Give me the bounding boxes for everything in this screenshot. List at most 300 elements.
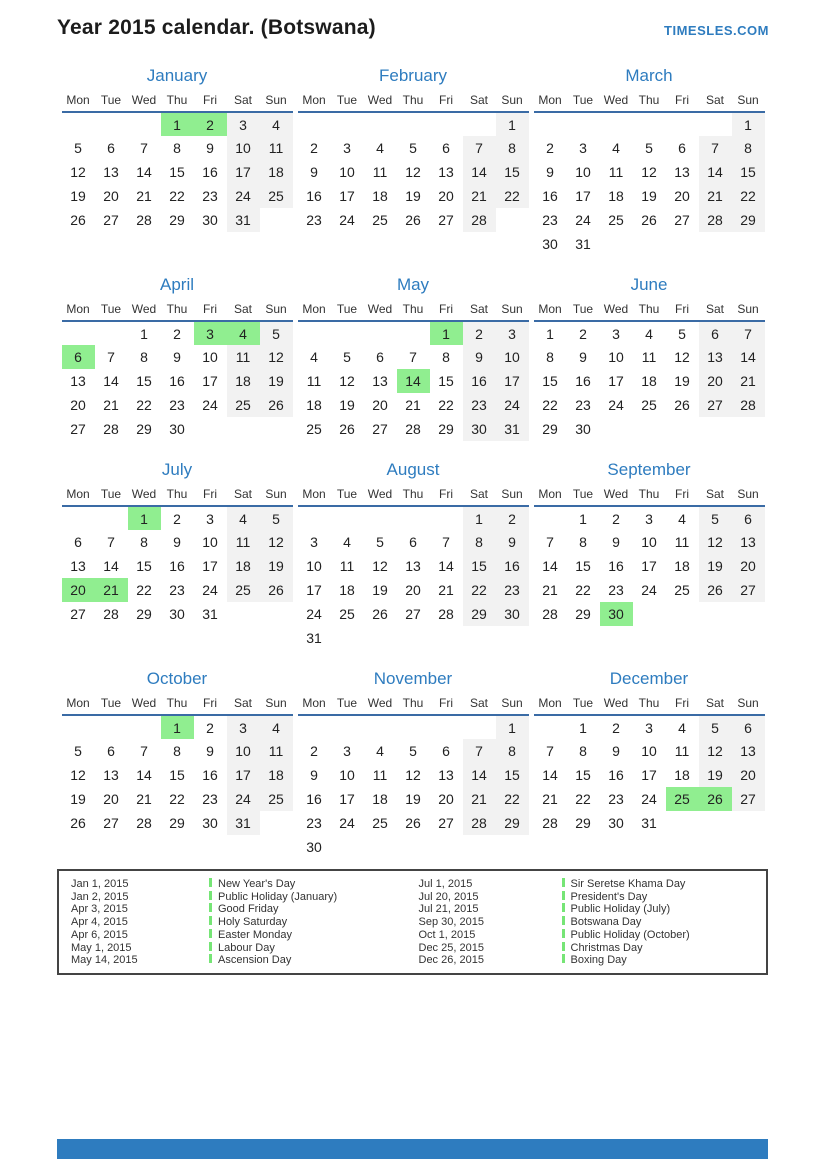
week-row xyxy=(534,811,765,835)
legend-holiday-name: Christmas Day xyxy=(570,941,643,954)
week-row xyxy=(534,184,765,208)
day-cell: 8 xyxy=(496,136,529,160)
day-cell: 26 xyxy=(260,393,293,417)
day-cell: 6 xyxy=(107,743,115,759)
day-cell: 6 xyxy=(699,321,732,345)
day-cell: 2 xyxy=(496,506,529,530)
day-cell xyxy=(364,506,397,530)
weekday-header: Mon xyxy=(298,90,331,112)
weekday-header: Fri xyxy=(194,90,227,112)
day-cell: 11 xyxy=(641,349,657,365)
month-july xyxy=(59,460,295,626)
month-title: September xyxy=(607,460,691,479)
months-grid xyxy=(59,66,767,859)
day-cell: 13 xyxy=(438,164,454,180)
day-cell: 3 xyxy=(194,321,227,345)
weekday-header: Fri xyxy=(194,299,227,321)
day-cell: 19 xyxy=(405,791,421,807)
day-cell: 7 xyxy=(699,136,732,160)
month-september xyxy=(531,460,767,626)
weekday-row xyxy=(534,693,765,715)
week-row xyxy=(534,208,765,232)
day-cell: 9 xyxy=(463,345,496,369)
day-cell: 6 xyxy=(442,140,450,156)
day-cell: 8 xyxy=(173,743,181,759)
day-cell xyxy=(732,602,765,626)
day-cell: 31 xyxy=(202,606,218,622)
week-row xyxy=(534,417,765,441)
day-cell: 3 xyxy=(645,719,653,736)
weekday-header: Sun xyxy=(260,693,293,715)
day-cell: 22 xyxy=(169,791,185,807)
day-cell: 21 xyxy=(405,397,421,413)
day-cell: 22 xyxy=(463,578,496,602)
day-cell: 19 xyxy=(70,188,86,204)
day-cell: 7 xyxy=(732,321,765,345)
weekday-header: Wed xyxy=(364,299,397,321)
day-cell: 6 xyxy=(442,743,450,759)
weekday-header: Thu xyxy=(397,299,430,321)
day-cell: 20 xyxy=(674,188,690,204)
day-cell xyxy=(260,602,293,626)
weekday-header: Sun xyxy=(732,484,765,506)
day-cell: 17 xyxy=(339,791,355,807)
day-cell: 20 xyxy=(699,369,732,393)
legend-holiday xyxy=(209,929,419,942)
day-cell xyxy=(430,112,463,136)
day-cell: 15 xyxy=(136,373,152,389)
week-row xyxy=(298,393,529,417)
day-cell xyxy=(364,626,397,650)
day-cell: 15 xyxy=(575,558,591,574)
day-cell: 13 xyxy=(732,739,765,763)
weekday-header: Wed xyxy=(128,693,161,715)
week-row xyxy=(534,321,765,345)
day-cell xyxy=(331,626,364,650)
holiday-marker-icon xyxy=(209,954,212,963)
weekday-header: Sat xyxy=(227,90,260,112)
day-cell: 24 xyxy=(306,606,322,622)
month-table xyxy=(534,484,765,626)
day-cell: 1 xyxy=(430,321,463,345)
day-cell: 30 xyxy=(542,236,558,252)
day-cell: 31 xyxy=(496,417,529,441)
week-row xyxy=(298,369,529,393)
day-cell: 19 xyxy=(339,397,355,413)
day-cell: 9 xyxy=(579,349,587,365)
week-row xyxy=(62,739,293,763)
day-cell: 1 xyxy=(140,325,148,342)
day-cell xyxy=(364,835,397,859)
weekday-header: Mon xyxy=(534,90,567,112)
day-cell: 8 xyxy=(140,349,148,365)
weekday-header: Thu xyxy=(633,299,666,321)
day-cell: 13 xyxy=(699,345,732,369)
day-cell xyxy=(534,506,567,530)
day-cell xyxy=(699,811,732,835)
day-cell: 30 xyxy=(496,602,529,626)
weekday-header: Thu xyxy=(161,90,194,112)
day-cell xyxy=(95,506,128,530)
weekday-header: Tue xyxy=(95,484,128,506)
day-cell: 5 xyxy=(74,140,82,156)
day-cell: 16 xyxy=(496,554,529,578)
weekday-header: Thu xyxy=(397,484,430,506)
month-title: March xyxy=(625,66,673,85)
day-cell xyxy=(633,602,666,626)
day-cell: 18 xyxy=(306,397,322,413)
day-cell: 24 xyxy=(608,397,624,413)
weekday-header: Sat xyxy=(227,693,260,715)
day-cell: 29 xyxy=(438,421,454,437)
legend-holiday xyxy=(209,903,419,916)
day-cell: 27 xyxy=(674,212,690,228)
day-cell: 22 xyxy=(169,188,185,204)
day-cell: 23 xyxy=(463,393,496,417)
day-cell: 19 xyxy=(699,763,732,787)
day-cell: 18 xyxy=(339,582,355,598)
day-cell xyxy=(666,112,699,136)
day-cell: 10 xyxy=(339,164,355,180)
day-cell xyxy=(397,506,430,530)
day-cell xyxy=(397,835,430,859)
week-row xyxy=(62,530,293,554)
holiday-marker-icon xyxy=(209,903,212,912)
day-cell: 15 xyxy=(169,164,185,180)
day-cell: 22 xyxy=(438,397,454,413)
day-cell: 26 xyxy=(405,815,421,831)
day-cell: 17 xyxy=(575,188,591,204)
day-cell: 3 xyxy=(645,510,653,527)
day-cell: 3 xyxy=(496,321,529,345)
day-cell: 18 xyxy=(674,558,690,574)
holiday-legend xyxy=(57,869,768,975)
day-cell: 15 xyxy=(542,373,558,389)
day-cell: 4 xyxy=(678,719,686,736)
day-cell: 2 xyxy=(310,743,318,759)
week-row xyxy=(298,160,529,184)
day-cell: 19 xyxy=(372,582,388,598)
week-row xyxy=(534,345,765,369)
day-cell: 15 xyxy=(496,160,529,184)
day-cell: 28 xyxy=(136,212,152,228)
day-cell: 2 xyxy=(310,140,318,156)
day-cell xyxy=(463,835,496,859)
legend-date: May 14, 2015 xyxy=(71,954,138,967)
day-cell: 12 xyxy=(260,530,293,554)
day-cell: 24 xyxy=(641,582,657,598)
day-cell: 16 xyxy=(202,164,218,180)
day-cell xyxy=(397,626,430,650)
day-cell: 14 xyxy=(699,160,732,184)
weekday-row xyxy=(298,299,529,321)
day-cell: 20 xyxy=(405,582,421,598)
weekday-header: Thu xyxy=(397,693,430,715)
day-cell: 14 xyxy=(732,345,765,369)
day-cell: 15 xyxy=(732,160,765,184)
day-cell: 25 xyxy=(227,578,260,602)
day-cell: 1 xyxy=(546,325,554,342)
week-row xyxy=(62,345,293,369)
day-cell xyxy=(633,112,666,136)
legend-holiday xyxy=(562,891,767,904)
day-cell xyxy=(331,321,364,345)
day-cell: 12 xyxy=(641,164,657,180)
week-row xyxy=(62,369,293,393)
day-cell: 9 xyxy=(173,349,181,365)
day-cell: 22 xyxy=(575,582,591,598)
day-cell xyxy=(62,715,95,739)
day-cell: 20 xyxy=(732,554,765,578)
month-table xyxy=(534,693,765,835)
day-cell: 24 xyxy=(227,787,260,811)
week-row xyxy=(62,160,293,184)
weekday-header: Sun xyxy=(496,90,529,112)
day-cell: 23 xyxy=(306,212,322,228)
day-cell: 16 xyxy=(608,767,624,783)
day-cell: 27 xyxy=(103,815,119,831)
day-cell: 11 xyxy=(260,136,293,160)
day-cell: 8 xyxy=(579,743,587,759)
weekday-header: Tue xyxy=(331,484,364,506)
day-cell: 15 xyxy=(438,373,454,389)
month-table xyxy=(62,90,293,232)
weekday-header: Sun xyxy=(260,90,293,112)
day-cell: 29 xyxy=(575,815,591,831)
day-cell: 24 xyxy=(575,212,591,228)
day-cell: 24 xyxy=(202,582,218,598)
holiday-marker-icon xyxy=(562,954,565,963)
day-cell xyxy=(699,602,732,626)
day-cell xyxy=(227,602,260,626)
day-cell: 17 xyxy=(339,188,355,204)
day-cell xyxy=(298,715,331,739)
weekday-row xyxy=(534,299,765,321)
week-row xyxy=(534,578,765,602)
day-cell: 26 xyxy=(641,212,657,228)
weekday-header: Fri xyxy=(666,693,699,715)
day-cell: 23 xyxy=(306,815,322,831)
day-cell: 5 xyxy=(376,534,384,550)
weekday-header: Sat xyxy=(699,484,732,506)
day-cell: 2 xyxy=(194,112,227,136)
day-cell: 1 xyxy=(128,506,161,530)
weekday-header: Sat xyxy=(463,693,496,715)
holiday-marker-icon xyxy=(562,878,565,887)
day-cell: 21 xyxy=(136,791,152,807)
day-cell: 26 xyxy=(260,578,293,602)
day-cell xyxy=(699,232,732,256)
weekday-header: Tue xyxy=(567,90,600,112)
week-row xyxy=(534,554,765,578)
day-cell: 13 xyxy=(405,558,421,574)
day-cell: 2 xyxy=(579,325,587,342)
month-title: February xyxy=(378,66,448,85)
day-cell: 10 xyxy=(641,534,657,550)
week-row xyxy=(534,393,765,417)
day-cell xyxy=(298,506,331,530)
day-cell xyxy=(699,112,732,136)
legend-date: Apr 4, 2015 xyxy=(71,916,128,929)
day-cell xyxy=(430,715,463,739)
week-row xyxy=(534,112,765,136)
day-cell xyxy=(600,417,633,441)
day-cell: 30 xyxy=(608,815,624,831)
day-cell: 21 xyxy=(438,582,454,598)
legend-holiday xyxy=(209,942,419,955)
day-cell xyxy=(298,112,331,136)
day-cell: 25 xyxy=(306,421,322,437)
day-cell: 2 xyxy=(173,510,181,527)
weekday-header: Thu xyxy=(161,484,194,506)
week-row xyxy=(534,763,765,787)
week-row xyxy=(298,811,529,835)
day-cell: 14 xyxy=(397,369,430,393)
day-cell: 13 xyxy=(732,530,765,554)
legend-date: Oct 1, 2015 xyxy=(418,928,476,941)
legend-date: May 1, 2015 xyxy=(71,941,132,954)
weekday-header: Sat xyxy=(699,693,732,715)
day-cell: 29 xyxy=(496,811,529,835)
day-cell: 29 xyxy=(169,212,185,228)
weekday-header: Wed xyxy=(600,693,633,715)
day-cell: 28 xyxy=(542,606,558,622)
day-cell: 9 xyxy=(546,164,554,180)
day-cell: 15 xyxy=(496,763,529,787)
day-cell: 21 xyxy=(95,578,128,602)
day-cell: 2 xyxy=(612,510,620,527)
day-cell xyxy=(496,626,529,650)
day-cell: 25 xyxy=(641,397,657,413)
day-cell: 30 xyxy=(169,421,185,437)
month-april xyxy=(59,275,295,441)
day-cell: 9 xyxy=(173,534,181,550)
legend-holiday xyxy=(209,954,419,967)
day-cell: 9 xyxy=(612,743,620,759)
day-cell: 8 xyxy=(140,534,148,550)
weekday-header: Thu xyxy=(161,693,194,715)
day-cell xyxy=(534,112,567,136)
day-cell: 16 xyxy=(463,369,496,393)
day-cell: 13 xyxy=(372,373,388,389)
day-cell: 8 xyxy=(442,349,450,365)
week-row xyxy=(62,321,293,345)
weekday-row xyxy=(62,693,293,715)
week-row xyxy=(62,112,293,136)
day-cell: 7 xyxy=(107,534,115,550)
day-cell: 1 xyxy=(732,112,765,136)
day-cell: 9 xyxy=(612,534,620,550)
day-cell: 5 xyxy=(74,743,82,759)
site-link[interactable]: TIMESLES.COM xyxy=(664,23,769,38)
legend-holiday xyxy=(209,878,419,891)
day-cell: 17 xyxy=(202,373,218,389)
day-cell xyxy=(298,321,331,345)
legend-holiday-name: Public Holiday (July) xyxy=(570,903,671,916)
day-cell: 9 xyxy=(206,140,214,156)
day-cell: 12 xyxy=(699,530,732,554)
day-cell xyxy=(95,321,128,345)
day-cell: 26 xyxy=(372,606,388,622)
day-cell: 6 xyxy=(409,534,417,550)
day-cell: 2 xyxy=(463,321,496,345)
month-february xyxy=(295,66,531,232)
month-november xyxy=(295,669,531,859)
day-cell: 13 xyxy=(70,373,86,389)
day-cell: 20 xyxy=(62,578,95,602)
weekday-header: Wed xyxy=(364,484,397,506)
day-cell xyxy=(62,321,95,345)
month-august xyxy=(295,460,531,650)
week-row xyxy=(298,715,529,739)
day-cell: 20 xyxy=(103,188,119,204)
day-cell: 29 xyxy=(732,208,765,232)
week-row xyxy=(62,787,293,811)
week-row xyxy=(298,554,529,578)
day-cell: 17 xyxy=(641,767,657,783)
week-row xyxy=(298,184,529,208)
weekday-header: Tue xyxy=(95,90,128,112)
week-row xyxy=(298,321,529,345)
day-cell: 7 xyxy=(546,534,554,550)
weekday-row xyxy=(298,90,529,112)
day-cell: 4 xyxy=(260,715,293,739)
day-cell: 22 xyxy=(136,582,152,598)
weekday-header: Sun xyxy=(496,484,529,506)
day-cell: 7 xyxy=(463,739,496,763)
day-cell: 19 xyxy=(699,554,732,578)
weekday-header: Fri xyxy=(194,484,227,506)
weekday-header: Fri xyxy=(666,484,699,506)
day-cell: 30 xyxy=(575,421,591,437)
weekday-row xyxy=(298,693,529,715)
day-cell: 28 xyxy=(103,606,119,622)
day-cell: 10 xyxy=(641,743,657,759)
weekday-header: Thu xyxy=(633,90,666,112)
weekday-header: Sat xyxy=(699,90,732,112)
day-cell xyxy=(633,232,666,256)
month-title: April xyxy=(159,275,194,294)
week-row xyxy=(534,506,765,530)
weekday-header: Mon xyxy=(298,299,331,321)
day-cell: 22 xyxy=(732,184,765,208)
day-cell: 11 xyxy=(227,530,260,554)
weekday-row xyxy=(62,90,293,112)
weekday-header: Tue xyxy=(567,299,600,321)
day-cell: 30 xyxy=(202,815,218,831)
day-cell: 14 xyxy=(136,164,152,180)
holiday-marker-icon xyxy=(562,916,565,925)
day-cell: 23 xyxy=(496,578,529,602)
day-cell: 17 xyxy=(641,558,657,574)
weekday-row xyxy=(534,90,765,112)
day-cell xyxy=(463,715,496,739)
day-cell xyxy=(331,506,364,530)
month-table xyxy=(534,299,765,441)
day-cell: 12 xyxy=(70,164,86,180)
day-cell: 13 xyxy=(438,767,454,783)
week-row xyxy=(534,739,765,763)
weekday-header: Wed xyxy=(600,90,633,112)
day-cell: 8 xyxy=(579,534,587,550)
month-table xyxy=(298,299,529,441)
weekday-header: Thu xyxy=(633,484,666,506)
day-cell: 31 xyxy=(227,811,260,835)
week-row xyxy=(298,530,529,554)
holiday-marker-icon xyxy=(209,942,212,951)
day-cell: 26 xyxy=(699,578,732,602)
day-cell: 27 xyxy=(70,606,86,622)
